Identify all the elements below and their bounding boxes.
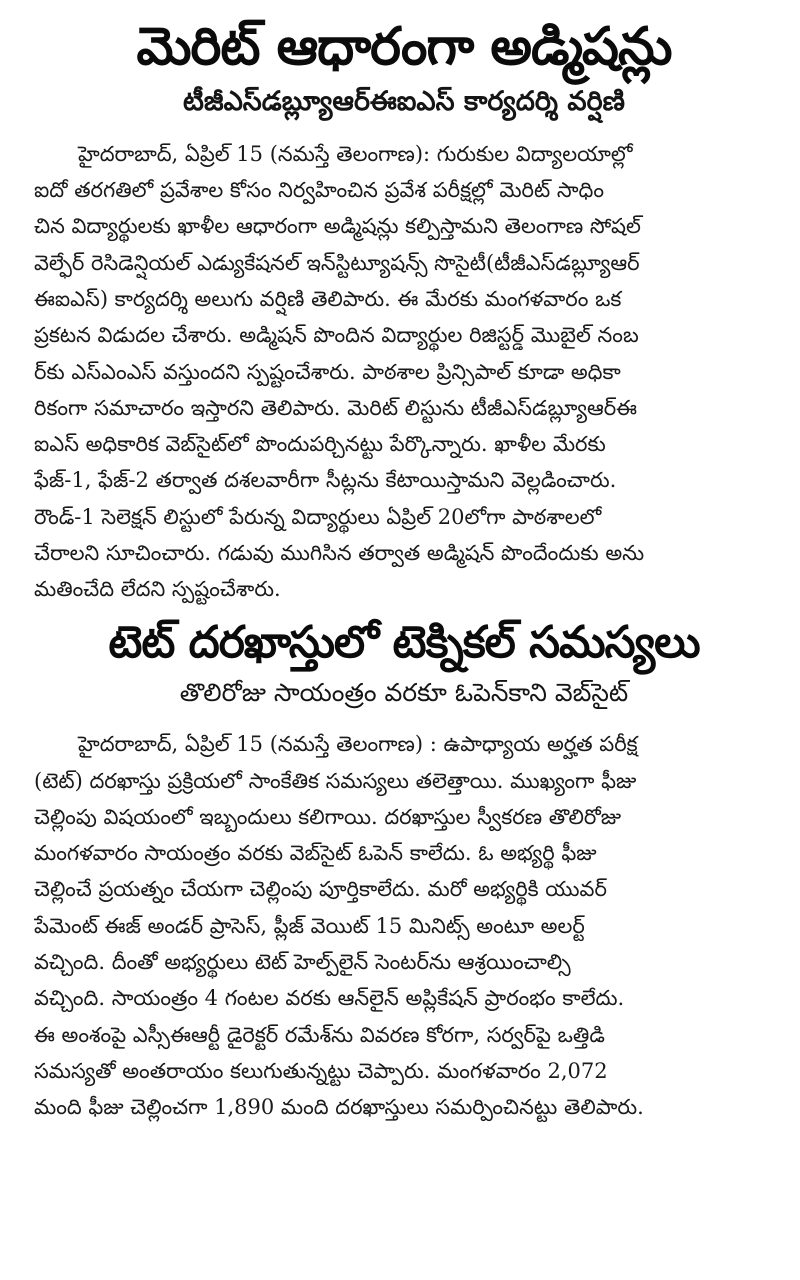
body-line: వెల్ఫేర్ రెసిడెన్షియల్ ఎడ్యుకేషనల్ ఇన్‌స్టిట్యూషన్స్ సొసైటీ(టీజీఎస్‌డబ్ల్యూఆర్ [34, 250, 640, 275]
body-line: చెల్లించే ప్రయత్నం చేయగా చెల్లింపు పూర్తికాలేదు. మరో అభ్యర్థికి యువర్ [34, 877, 607, 902]
body-line: మంది ఫీజు చెల్లించగా 1,890 మంది దరఖాస్తులు సమర్పించినట్టు తెలిపారు. [34, 1095, 644, 1120]
body-line: ఐదో తరగతిలో ప్రవేశాల కోసం నిర్వహించిన ప్రవేశ పరీక్షల్లో మెరిట్ సాధిం [34, 178, 605, 203]
article-body [34, 726, 774, 1125]
article-tet-technical-issues [34, 618, 774, 1126]
body-line: చెల్లింపు విషయంలో ఇబ్బందులు కలిగాయి. దరఖాస్తుల స్వీకరణ తొలిరోజు [34, 804, 622, 829]
body-line: చిన విద్యార్థులకు ఖాళీల ఆధారంగా అడ్మిషన్లు కల్పిస్తామని తెలంగాణ సోషల్ [34, 214, 641, 239]
article-headline: మెరిట్ ఆధారంగా అడ్మిషన్లు [136, 17, 672, 77]
article-headline: టెట్ దరఖాస్తులో టెక్నికల్ సమస్యలు [108, 616, 700, 668]
body-line: మంగళవారం సాయంత్రం వరకు వెబ్‌సైట్ ఓపెన్ కాలేదు. ఓ అభ్యర్థి ఫీజు [34, 841, 597, 866]
body-line: ప్రకటన విడుదల చేశారు. అడ్మిషన్ పొందిన విద్యార్థుల రిజిస్టర్డ్ మొబైల్ నంబ [34, 323, 639, 348]
body-line: రికంగా సమాచారం ఇస్తారని తెలిపారు. మెరిట్ లిస్టును టీజీఎస్‌డబ్ల్యూఆర్‌ఈ [34, 395, 638, 420]
body-line: వచ్చింది. దీంతో అభ్యర్థులు టెట్ హెల్ప్‌లైన్ సెంటర్‌ను ఆశ్రయించాల్సి [34, 950, 571, 975]
body-line: సమస్యతో అంతరాయం కలుగుతున్నట్టు చెప్పారు. మంగళవారం 2,072 [34, 1058, 608, 1083]
article-subheadline: టీజీఎస్‌డబ్ల్యూఆర్‌ఈఐఎస్ కార్యదర్శి వర్షిణి [183, 85, 625, 117]
article-merit-admissions [34, 18, 774, 608]
body-line: ఐఎస్ అధికారిక వెబ్‌సైట్‌లో పొందుపర్చినట్టు పేర్కొన్నారు. ఖాళీల మేరకు [34, 432, 606, 457]
article-subheadline: తొలిరోజు సాయంత్రం వరకూ ఓపెన్‌కాని వెబ్‌సైట్ [179, 678, 629, 708]
body-line: హైదరాబాద్, ఏప్రిల్ 15 (నమస్తే తెలంగాణ) : ఉపాధ్యాయ అర్హత పరీక్ష [78, 732, 638, 757]
body-line: రౌండ్-1 సెలెక్షన్ లిస్టులో పేరున్న విద్యార్థులు ఏప్రిల్ 20లోగా పాఠశాలలో [34, 504, 602, 529]
body-line: ఫేజ్-1, ఫేజ్-2 తర్వాత దశలవారీగా సీట్లను కేటాయిస్తామని వెల్లడించారు. [34, 468, 617, 493]
body-line: పేమెంట్ ఈజ్ అండర్ ప్రాసెస్, ప్లీజ్ వెయిట్ 15 మినిట్స్ అంటూ అలర్ట్ [34, 913, 585, 938]
body-line: మతించేది లేదని స్పష్టంచేశారు. [34, 577, 281, 602]
body-line: ర్‌కు ఎస్‌ఎంఎస్ వస్తుందని స్పష్టంచేశారు. పాఠశాల ప్రిన్సిపాల్ కూడా అధికా [34, 359, 621, 384]
body-line: ఈ అంశంపై ఎస్సీఈఆర్టీ డైరెక్టర్ రమేశ్‌ను వివరణ కోరగా, సర్వర్‌పై ఒత్తిడి [34, 1022, 605, 1047]
body-line: ఈఐఎస్) కార్యదర్శి అలుగు వర్షిణి తెలిపారు. ఈ మేరకు మంగళవారం ఒక [34, 286, 622, 311]
body-line: (టెట్) దరఖాస్తు ప్రక్రియలో సాంకేతిక సమస్యలు తలెత్తాయి. ముఖ్యంగా ఫీజు [34, 768, 637, 793]
article-body [34, 136, 774, 608]
body-line: చేరాలని సూచించారు. గడువు ముగిసిన తర్వాత అడ్మిషన్ పొందేందుకు అను [34, 541, 645, 566]
body-line: హైదరాబాద్, ఏప్రిల్ 15 (నమస్తే తెలంగాణ): గురుకుల విద్యాలయాల్లో [78, 141, 633, 166]
body-line: వచ్చింది. సాయంత్రం 4 గంటల వరకు ఆన్‌లైన్ అప్లికేషన్ ప్రారంభం కాలేదు. [34, 986, 625, 1011]
